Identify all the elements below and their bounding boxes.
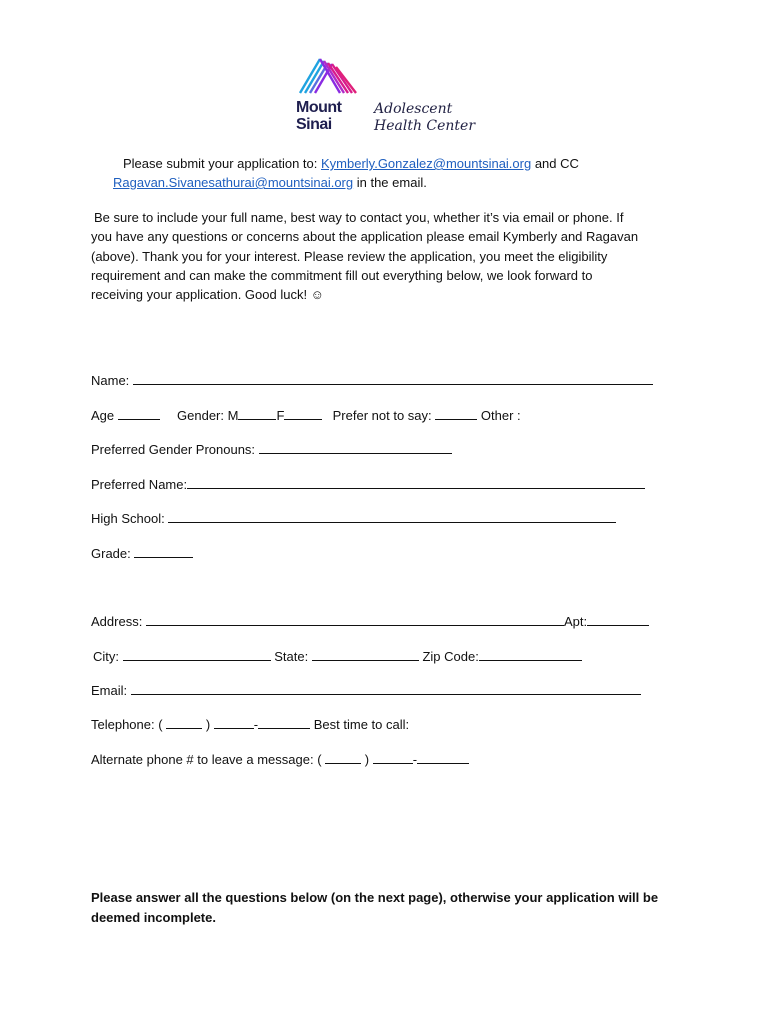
prefer-not-field[interactable] <box>435 406 477 420</box>
email-link-ragavan[interactable]: Ragavan.Sivanesathurai@mountsinai.org <box>113 175 354 190</box>
address-row <box>91 612 649 631</box>
telephone-label: Telephone: ( <box>91 717 163 732</box>
email-link-kymberly[interactable]: Kymberly.Gonzalez@mountsinai.org <box>321 156 532 171</box>
pronouns-field[interactable] <box>259 440 452 454</box>
mount-sinai-logo <box>296 55 486 135</box>
telephone-area-field[interactable] <box>166 715 202 729</box>
email-field[interactable] <box>131 681 641 695</box>
alt-phone-prefix-field[interactable] <box>373 750 413 764</box>
alt-phone-close-paren: ) <box>364 752 370 767</box>
name-field[interactable] <box>133 371 653 385</box>
logo-subtitle-health-center: Health Center <box>374 118 476 134</box>
gender-f-label: F <box>276 408 285 423</box>
submit-instructions-line1 <box>123 154 579 173</box>
instructions-line: Be sure to include your full name, best way to contact you, whether it’s via email or phone. If <box>94 210 624 225</box>
state-field[interactable] <box>312 647 419 661</box>
high-school-field[interactable] <box>168 509 616 523</box>
grade-row <box>91 544 193 563</box>
best-time-label: Best time to call: <box>313 717 410 732</box>
preferred-name-label: Preferred Name: <box>91 477 188 492</box>
instructions-line: (above). Thank you for your interest. Please review the application, you meet the eligibility <box>91 248 608 264</box>
address-field[interactable] <box>146 612 564 626</box>
city-field[interactable] <box>123 647 271 661</box>
alt-phone-label: Alternate phone # to leave a message: ( <box>91 752 322 767</box>
instructions-line: requirement and can make the commitment fill out everything below, we look forward to <box>91 267 593 283</box>
incomplete-warning <box>91 888 658 928</box>
prefer-not-label: Prefer not to say: <box>332 408 432 423</box>
age-label: Age <box>91 408 115 423</box>
instructions-line: you have any questions or concerns about the application please email Kymberly and Ragavan <box>91 229 639 245</box>
apt-label: Apt: <box>563 614 588 629</box>
age-field[interactable] <box>118 406 160 420</box>
address-label: Address: <box>91 614 143 629</box>
instructions-line: receiving your application. Good luck! ☺ <box>91 287 324 303</box>
telephone-close-paren: ) <box>205 717 211 732</box>
instructions-paragraph <box>91 208 681 304</box>
gender-f-field[interactable] <box>284 406 322 420</box>
apt-field[interactable] <box>587 612 649 626</box>
incomplete-warning-line: Please answer all the questions below (on the next page), otherwise your application will be <box>91 890 659 905</box>
name-label: Name: <box>91 373 130 388</box>
logo-word-sinai: Sinai <box>296 116 332 133</box>
preferred-name-field[interactable] <box>187 475 645 489</box>
city-label: City: <box>93 649 119 664</box>
telephone-prefix-field[interactable] <box>214 715 254 729</box>
submit-prefix: Please submit your application to: <box>123 156 321 171</box>
logo-subtitle-adolescent: Adolescent <box>374 101 453 117</box>
high-school-row <box>91 509 616 528</box>
grade-field[interactable] <box>134 544 193 558</box>
incomplete-warning-line: deemed incomplete. <box>91 910 216 925</box>
logo-word-mount: Mount <box>296 99 342 116</box>
email-row <box>91 681 641 700</box>
age-gender-row <box>91 406 521 425</box>
telephone-dash: - <box>253 717 259 732</box>
alt-phone-area-field[interactable] <box>325 750 361 764</box>
submit-middle: and CC <box>531 156 579 171</box>
email-label: Email: <box>91 683 128 698</box>
pronouns-label: Preferred Gender Pronouns: <box>91 442 256 457</box>
submit-instructions-line2 <box>113 173 427 192</box>
name-row <box>91 371 653 390</box>
gender-label: Gender: M <box>177 408 239 423</box>
submit-suffix: in the email. <box>353 175 427 190</box>
mount-sinai-mark-icon <box>298 55 362 95</box>
alt-phone-dash: - <box>412 752 418 767</box>
other-label: Other : <box>480 408 521 423</box>
telephone-row <box>91 715 409 734</box>
grade-label: Grade: <box>91 546 131 561</box>
preferred-name-row <box>91 475 645 494</box>
alt-phone-line-field[interactable] <box>417 750 469 764</box>
high-school-label: High School: <box>91 511 165 526</box>
pronouns-row <box>91 440 452 459</box>
zip-field[interactable] <box>479 647 582 661</box>
zip-label: Zip Code: <box>422 649 479 664</box>
telephone-line-field[interactable] <box>258 715 310 729</box>
city-state-zip-row <box>91 647 582 666</box>
state-label: State: <box>274 649 309 664</box>
gender-m-field[interactable] <box>238 406 276 420</box>
alt-phone-row <box>91 750 469 769</box>
